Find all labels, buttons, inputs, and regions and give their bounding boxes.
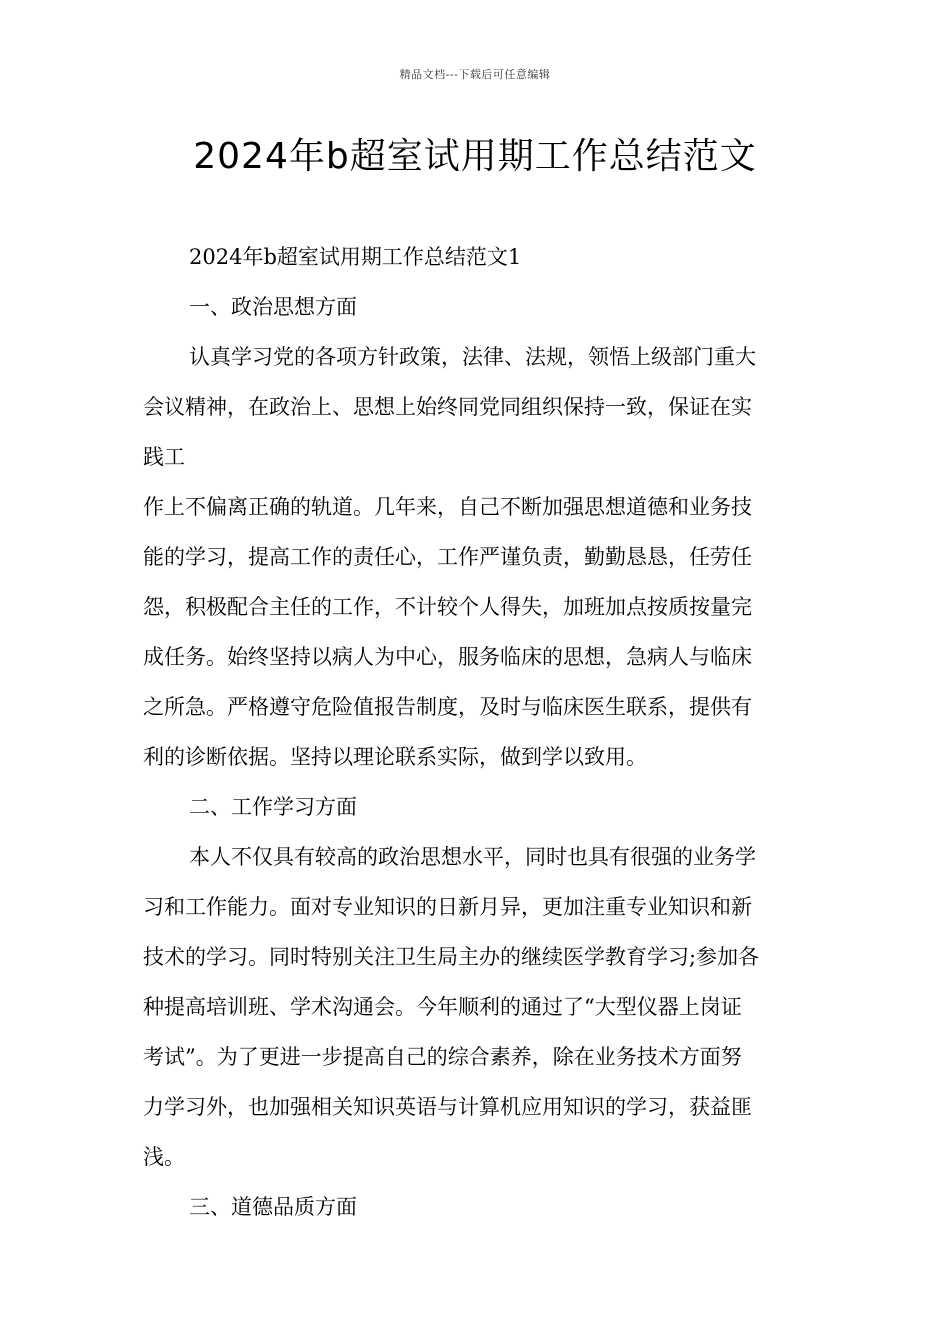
paragraph-line: 考试”。为了更进一步提高自己的综合素养，除在业务技术方面努 bbox=[143, 1045, 742, 1069]
paragraph-line: 力学习外，也加强相关知识英语与计算机应用知识的学习，获益匪 bbox=[143, 1095, 752, 1119]
section-heading-1: 一、政治思想方面 bbox=[189, 295, 357, 319]
paragraph-line: 践工 bbox=[143, 445, 185, 469]
paragraph-line: 怨，积极配合主任的工作，不计较个人得失，加班加点按质按量完 bbox=[143, 595, 752, 619]
section-heading-3: 三、道德品质方面 bbox=[189, 1195, 357, 1219]
paragraph-line: 本人不仅具有较高的政治思想水平，同时也具有很强的业务学 bbox=[189, 845, 756, 869]
document-title: 2024年b超室试用期工作总结范文 bbox=[193, 136, 757, 177]
document-body bbox=[143, 232, 808, 1232]
document-subtitle: 2024年b超室试用期工作总结范文1 bbox=[189, 245, 522, 269]
section-1-paragraph bbox=[143, 332, 808, 782]
paragraph-line: 能的学习，提高工作的责任心，工作严谨负责，勤勤恳恳，任劳任 bbox=[143, 545, 752, 569]
paragraph-line: 之所急。严格遵守危险值报告制度，及时与临床医生联系，提供有 bbox=[143, 695, 752, 719]
paragraph-line: 成任务。始终坚持以病人为中心，服务临床的思想，急病人与临床 bbox=[143, 645, 752, 669]
paragraph-line: 种提高培训班、学术沟通会。今年顺利的通过了“大型仪器上岗证 bbox=[143, 995, 742, 1019]
section-heading-2: 二、工作学习方面 bbox=[189, 795, 357, 819]
paragraph-line: 浅。 bbox=[143, 1145, 185, 1169]
section-2-paragraph bbox=[143, 832, 808, 1182]
paragraph-line: 技术的学习。同时特别关注卫生局主办的继续医学教育学习;参加各 bbox=[143, 945, 760, 969]
paragraph-line: 认真学习党的各项方针政策，法律、法规，领悟上级部门重大 bbox=[189, 345, 756, 369]
paragraph-line: 利的诊断依据。坚持以理论联系实际，做到学以致用。 bbox=[143, 745, 647, 769]
paragraph-line: 习和工作能力。面对专业知识的日新月异，更加注重专业知识和新 bbox=[143, 895, 752, 919]
header-note: 精品文档---下载后可任意编辑 bbox=[399, 68, 551, 81]
paragraph-line: 会议精神，在政治上、思想上始终同党同组织保持一致，保证在实 bbox=[143, 395, 752, 419]
paragraph-line: 作上不偏离正确的轨道。几年来，自己不断加强思想道德和业务技 bbox=[143, 495, 752, 519]
